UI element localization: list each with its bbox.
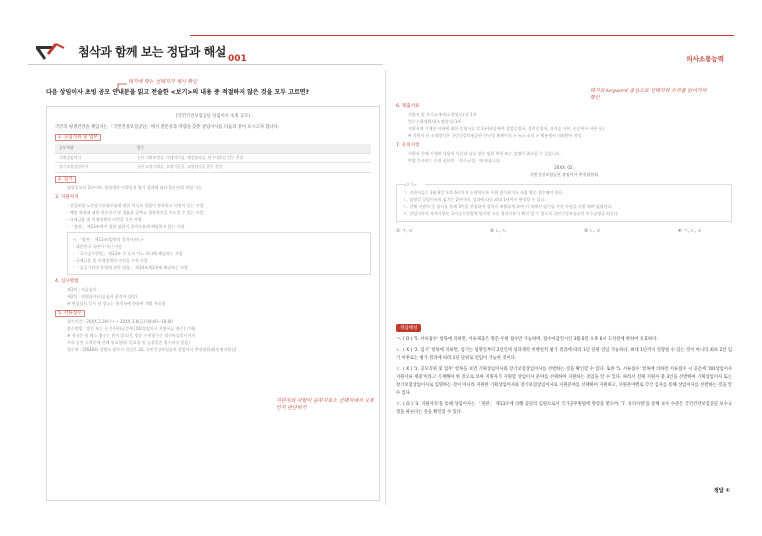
- question-text: 다음 상임이사 초빙 공모 안내문을 읽고 전술한 <보기>의 내용 중 적절하지 않은 것을 모두 고르면?: [46, 89, 310, 96]
- doc-intro: 국민의 평생건강을 책임지는 「국민건강보험공단」에서 전문성과 역량을 갖춘 상임이사를 다음과 같이 모시고자 합니다.: [55, 124, 280, 130]
- handwritten-memo-1: 대기에 맞는 선택지가 제시 확인: [128, 79, 198, 85]
- list-item: 접수방법 : 방문 또는 등기우편(공문에 [OO상임이사 지원서류 재중] 기재): [67, 326, 196, 332]
- articles-box: [67, 232, 371, 275]
- list-item: 면접 응시비는 우리 공단의 「보수규정」에 따릅니다.: [408, 158, 501, 164]
- table-cell: 공단 기획조정실, 빅데이터실, 재정관리실, 연구내용실 업무 총괄: [133, 153, 371, 163]
- answer-choices: [396, 228, 732, 236]
- table-row: [55, 144, 371, 153]
- choice-1[interactable]: ① ㄱ, ㄹ: [396, 228, 414, 234]
- header-rule-left: [28, 64, 383, 65]
- list-item: ㄷ. 전체 지원자 중 심사를 통해 3인을 선정하여 경력지 제출하게 하여 이 직에서 임기를 가진 사람을 지원 해야 임명한다.: [403, 203, 613, 209]
- list-item: - 국제금융 및 이재정책적 비전을 가진 사람: [67, 217, 142, 223]
- handwritten-memo-3: 지원자의 사항이 공무지로소 선택지에서 오류인지 판단하기: [276, 398, 375, 411]
- explanation-paragraph: ㄹ. ( O ) '3. 지원자격'을 통해 상임이사는 「정관」 제13조에 의해 공단의 임원으로서 국가공무원법에 명령을 받으며, '7. 유의사항'을 통해 보수 수준은 국민건강보험공단 보수규정을 따른다는 것을 확인할 수 있다.: [396, 401, 732, 415]
- list-item: - 국제금융 및 이재정책적 비전을 가진 사람: [73, 258, 148, 264]
- list-item: ※ 면접심사 일시 및 장소는 합격자에 한하여 개별 통보함: [67, 301, 166, 307]
- table-cell: 장기보험상임이사: [55, 163, 133, 173]
- list-item: < 「정관」 제13조(임원의 결격사유) >: [73, 237, 144, 243]
- table-cell: 기획상임이사: [55, 153, 133, 163]
- header: [28, 32, 734, 62]
- position-table: [55, 144, 371, 173]
- choice-3[interactable]: ③ ㄴ, ㄹ: [583, 228, 601, 234]
- list-item: 접수처 : (26464) 강원도 원주시 건강로 32, 국민건강보험공단 상임이사 추천위원회(인재지원실): [67, 347, 237, 353]
- doc-org: 국민건강보험공단 상임이사 추천위원회: [529, 172, 599, 178]
- bogi-box: [396, 184, 732, 222]
- doc-date: 20XX. 02.: [554, 165, 574, 171]
- section-5-heading: 5. 서류접수: [55, 310, 85, 317]
- list-item: 제1차 : 서류심사: [67, 287, 97, 293]
- list-item: 지원서에 기재한 사항에 대한 증빙서류 각 1부(최종학력 졸업증명서, 경력증명서, 자격증 사본, 논문복사 사본 등): [408, 126, 605, 132]
- section-1-heading: 1. 모집직위 및 업무: [55, 134, 101, 141]
- list-item: 지원서 및 자기소개서(소정양식) 각 1부: [408, 112, 477, 118]
- section-3-heading: 3. 지원자격: [55, 195, 79, 201]
- answer-badge: 정답해설: [396, 324, 421, 332]
- table-cell: 공모직위: [55, 144, 133, 153]
- list-item: - 「국가공무원법」 제33조 각 호의 어느 하나에 해당하는 사람: [73, 251, 183, 257]
- table-row: [55, 163, 371, 173]
- list-item: 업무수행계획서(소정양식) 1부: [408, 119, 462, 125]
- list-item: - 「공공기관의 운영에 관한 법률」 제34조제1항에 해당하는 사람: [73, 265, 188, 271]
- list-item: ㄹ. 상임이사의 자격사항은 국가공무원법에 명시된 모든 결격사유가 확인 될 수 있도록 국민건강보험공단 보수규정을 따른다.: [403, 210, 620, 216]
- list-item: - 해당 직위에 대한 전문지식 및 경륜을 갖추고 경영혁신을 주도할 수 있는 사람: [67, 210, 204, 216]
- answer-explanation: [396, 314, 732, 416]
- final-answer: 정답 ①: [713, 488, 730, 494]
- section-6-heading: 6. 제출서류: [396, 104, 420, 109]
- choice-2[interactable]: ② ㄴ, ㄷ: [489, 228, 507, 234]
- topic-label: 의사소통능력: [686, 55, 724, 63]
- doc-title: [국민건강보험공단 상임이사 초빙 공모]: [176, 114, 250, 119]
- list-item: 접수기간 : 20XX.2.26(수) ~ 20XX.3.6(금) 09:00~18:00: [67, 319, 173, 325]
- section-2-body: 임명일부터 2년이며, 성과계약 이행실적 평가 결과에 따라 1년 단위 연임 가능: [67, 185, 202, 191]
- bogi-label: <보기>: [403, 182, 425, 189]
- section-4-heading: 4. 심사방법: [55, 279, 79, 285]
- list-item: 제2차 : 면접심사(서류심사 합격자 대상): [67, 294, 138, 300]
- explanation-paragraph: ㄴ. ( X ) '2. 임기' 항목에 의하면, 임기는 임명일부터 2년인데 성과계약 이행실적 평가 결과에 따라 1년 단위 연임 가능하다. 최대 1년까지 연장될 수 있는 것이 아니라 최초 2년 임기 이후로는 평가 결과에 따라 1년 단위로 연임이 가능한 것이다.: [396, 347, 732, 361]
- question-number: 001: [228, 54, 247, 64]
- list-item: - 「정관」 제13조에서 정한 임원의 결격사유에 해당하지 않는 사람: [67, 224, 185, 230]
- list-item: ※ 전자문 및 팩스 접수는 받지 않으며, 방문 우편접수는 접수마감일시까지: [67, 333, 196, 339]
- list-item: 우리 공단 도착분에 한해 유효함(토·일요일 및 공휴일은 접수하지 않음): [67, 340, 190, 346]
- table-cell: 공단 요양기획실, 요양기준실, 요양심사실 업무 총괄: [133, 163, 371, 173]
- list-item: 지원서 등에 기재된 내용이 사실과 다를 경우 임원 추천 또는 임명이 취소될 수 있습니다.: [408, 151, 562, 157]
- list-item: ※ 지원서 등 소정양식은 국민건강보험공단 인터넷 홈페이지 > 뉴스·소식 > 채용에서 내려받아 작성: [408, 133, 582, 139]
- column-divider: [385, 70, 386, 505]
- section-7-heading: 7. 유의사항: [396, 143, 420, 149]
- section-2-heading: 2. 임기: [55, 176, 76, 183]
- list-item: ㄴ. 임명일 상임이사의 임기는 2년이며, 성과에 따라 최대 1년까지 연장될 수 있다.: [403, 196, 546, 202]
- choice-4[interactable]: ④ ㄱ, ㄷ, ㄹ: [677, 228, 702, 234]
- page-title: 첨삭과 함께 보는 정답과 해설: [78, 45, 226, 59]
- explanation-paragraph: ㄷ. ( X ) '1. 공모직위 및 업무' 항목을 보면 기획상임이사와 장기보험상임이사를 선발하는 것을 확인할 수 있다. 또한 '5. 서류접수' 항목에 의하면 서류접수 시 공문에 'OO상임이사 지원서류 재중'이라고 기재해야 한 것으로 보아 지원자가 지원할 상임이사 분야를 선택하여 지원하는 것임을 알 수 있다. 따라서 전체 지원자 중 3인을 선발하여 기획상임이사 또는 장기보험상임이사로 임명하는 것이 아니라 지원한 기획상임이사와 장기보험상임이사로 지원분야를 선택하여 지원하고, 지원분야별로 각각 심사를 통해 상임이사를 선발하는 것을 알 수 있다.: [396, 366, 732, 396]
- list-item: - 대한민국 국민이 아닌 사람: [73, 244, 123, 250]
- handwritten-memo-2: 대기의 keyword 중심으로 선택지와 소리를 읽어가며 확인: [590, 88, 707, 101]
- table-cell: 업무: [133, 144, 371, 153]
- list-item: - 건강보험·노인장기요양보험에 대한 학식과 경험이 풍부하고 덕망이 있는 사람: [67, 203, 204, 209]
- table-row: [55, 153, 371, 163]
- check-pen-icon: [34, 40, 68, 62]
- list-item: ㄱ. 지원서류는 3월 6일 오후 6시까지 도착하도록 우편 접수하거나 직접 방문 접수해야 한다.: [403, 189, 564, 195]
- explanation-paragraph: ㄱ. ( O ) '5. 서류접수' 항목에 의하면, 서류제출은 방문·우편 접수만 가능하며, 접수마감일시인 3월 6일 오후 6시 도착분에 한하여 유효하다.: [396, 337, 658, 342]
- right-column: [396, 100, 732, 236]
- notice-document: [46, 106, 380, 501]
- header-rule: [190, 35, 734, 36]
